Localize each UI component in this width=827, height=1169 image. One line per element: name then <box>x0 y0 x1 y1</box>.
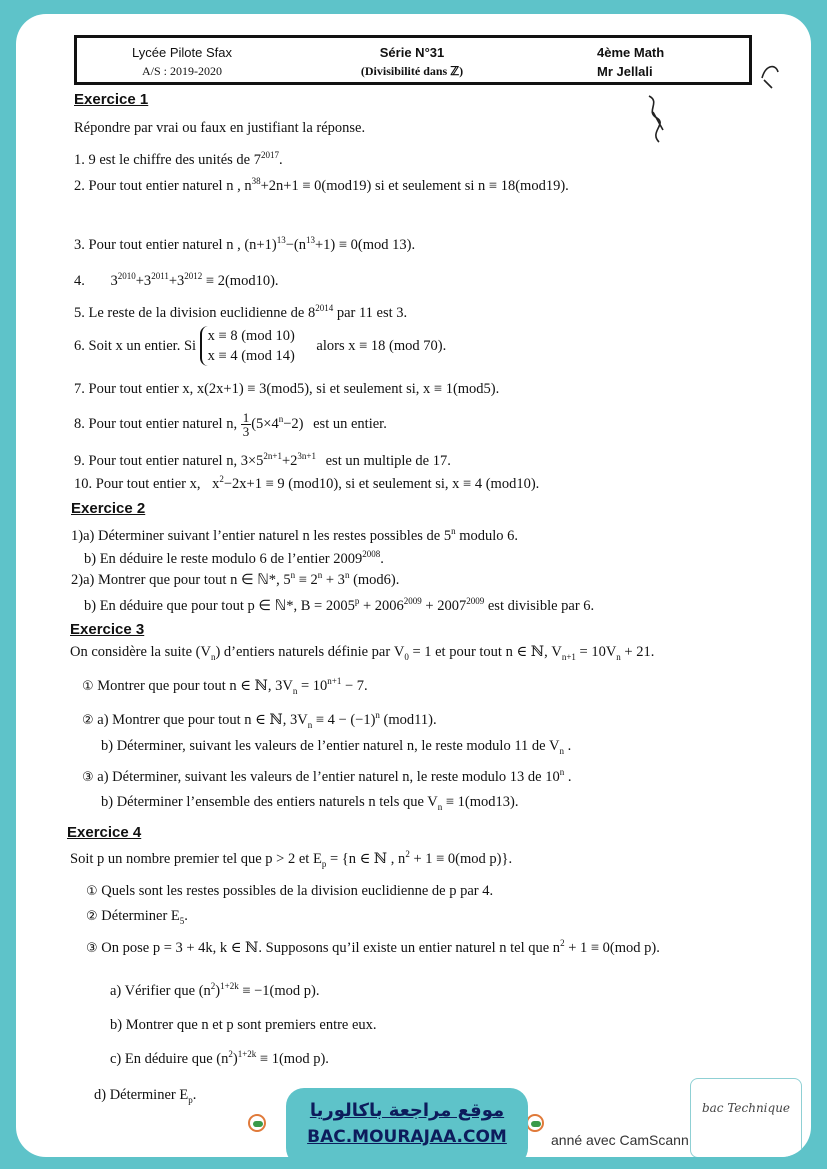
q6-text: 6. Soit x un entier. Si <box>74 338 197 354</box>
ex2-l1-base: 5 <box>443 528 452 544</box>
ex2-l1-exp: n <box>451 526 456 537</box>
ex4-lc: c) En déduire que (n <box>110 1051 229 1067</box>
ex2-l2-text: b) En déduire le reste modulo 6 de l’entier <box>84 551 334 567</box>
q2-cond: si et seulement si <box>374 178 475 194</box>
ex3-rec-b-sub: n <box>616 651 621 662</box>
ex1-question-1 <box>74 151 283 169</box>
ex2-l1-text: 1)a) Déterminer suivant l’entier naturel n les restes possibles de <box>71 528 444 544</box>
site-logo-right-icon <box>526 1114 544 1132</box>
ex4-line-b: b) Montrer que n et p sont premiers entre eux. <box>110 1017 377 1033</box>
q5-exp: 2014 <box>315 303 334 314</box>
ex3-l1-exp: n+1 <box>327 676 342 687</box>
ex4-la: a) Vérifier que (n <box>110 983 211 999</box>
q4-num: 4. <box>74 273 85 289</box>
ex1-question-9 <box>74 452 451 470</box>
q10-end: . <box>535 476 540 492</box>
ex4-ld-sub: p <box>188 1094 193 1105</box>
ex3-intro2: d’entiers naturels définie par <box>223 644 391 660</box>
q10-a: x <box>212 476 220 492</box>
exercise-1-title: Exercice 1 <box>74 91 149 108</box>
header-series-block <box>317 43 507 81</box>
ex2-line-3 <box>71 571 399 589</box>
ex3-rec-a: V <box>551 644 562 660</box>
ex4-line-2 <box>86 907 188 926</box>
q5-base: 8 <box>307 305 316 321</box>
ex3-intro <box>70 643 654 661</box>
ex3-l2-sub: n <box>307 719 313 730</box>
ex3-v0-end: = 1 et pour tout n ∈ ℕ, <box>408 644 548 660</box>
q2-end: . <box>565 178 569 194</box>
ex3-line-4 <box>82 768 572 787</box>
ex1-question-3 <box>74 236 415 254</box>
ex4-line-c <box>110 1050 329 1068</box>
q9-a: 3×5 <box>240 453 264 469</box>
q2-text: 2. Pour tout entier naturel n , <box>74 178 241 194</box>
ex3-line-2 <box>82 711 437 730</box>
q6-then: alors <box>316 338 345 354</box>
ex3-seq <box>196 644 221 660</box>
school-year: A/S : 2019-2020 <box>141 64 222 78</box>
ex1-question-10 <box>74 475 539 493</box>
q6-sys1: x ≡ 8 (mod 10) <box>207 328 295 344</box>
ex4-circle-3: ③ <box>86 941 98 956</box>
q10-aexp: 2 <box>219 474 224 485</box>
q4-rest: ≡ 2(mod10) <box>202 273 275 289</box>
ex3-circle-2: ② <box>82 713 94 728</box>
q8-text: 8. Pour tout entier naturel n, <box>74 416 238 432</box>
ex4-l3: On pose p = 3 + 4k, k ∈ ℕ. Supposons qu’il existe un entier naturel n tel que n <box>97 940 561 956</box>
ex3-l2c: (mod11). <box>379 712 437 728</box>
q8-expr-b: −2) <box>283 416 304 432</box>
ex3-l3-sub: n <box>559 745 564 756</box>
ex3-l1: Montrer que pour tout n ∈ ℕ, 3V <box>93 678 293 694</box>
ex3-rec-c: + 21. <box>620 644 655 660</box>
q9-text: 9. Pour tout entier naturel n, <box>74 453 238 469</box>
ex4-la2: ) <box>215 983 221 999</box>
ex2-l3-a: 5 <box>283 572 291 588</box>
site-banner-arabic: موقع مراجعة باكالوريا <box>309 1100 505 1121</box>
ex3-l3: b) Déterminer, suivant les valeurs de l’entier naturel n, le reste modulo 11 de V <box>101 738 560 754</box>
ex3-v0: V <box>393 644 405 660</box>
handwritten-signature-icon <box>641 92 671 148</box>
site-logo-left-icon <box>248 1114 266 1132</box>
ex2-l4-t2: + 2006 <box>359 598 404 614</box>
q2-expr <box>244 178 371 194</box>
q9-aexp: 2n+1 <box>263 451 282 462</box>
ex3-l4: a) Déterminer, suivant les valeurs de l’entier naturel n, le reste modulo 13 de 10 <box>93 769 560 785</box>
ex3-seq-end: ) <box>215 644 221 660</box>
ex2-l2-base: 2009 <box>333 551 363 567</box>
exercise-3-title: Exercice 3 <box>70 621 145 638</box>
ex4-lc3: ≡ 1(mod p). <box>256 1051 329 1067</box>
header-class-block <box>597 43 727 81</box>
ex3-line-3 <box>101 737 571 755</box>
header-box <box>74 35 752 85</box>
q8-end: est un entier. <box>313 416 387 432</box>
ex4-intro-c: + 1 ≡ 0(mod p)}. <box>409 851 513 867</box>
ex3-l1c: − 7. <box>341 678 368 694</box>
ex3-line-5 <box>101 793 519 811</box>
ex4-l3-end: + 1 ≡ 0(mod p). <box>564 940 660 956</box>
ex4-ld: d) Déterminer E <box>94 1087 189 1103</box>
site-banner[interactable] <box>286 1088 528 1157</box>
ex4-intro-sub: p <box>321 858 327 869</box>
q8-num: 1 <box>242 410 250 426</box>
ex3-circle-1: ① <box>82 679 94 694</box>
ex4-intro <box>70 850 512 868</box>
ex3-l5-end: ≡ 1(mod13). <box>442 794 519 810</box>
ex4-circle-1: ① <box>86 884 98 899</box>
ex2-l3-d: (mod6) <box>349 572 396 588</box>
q4-expr <box>111 273 275 289</box>
ex2-l3-text: 2)a) Montrer que pour tout <box>71 572 231 588</box>
q7-expr: x(2x+1) ≡ 3(mod5) <box>196 381 310 397</box>
ex3-l3-end: . <box>563 738 572 754</box>
ex2-l3-set: n ∈ ℕ* <box>230 572 277 588</box>
q6-sys2: x ≡ 4 (mod 14) <box>207 348 295 364</box>
corner-mark-icon <box>758 58 782 92</box>
ex3-l2: a) Montrer que pour tout n ∈ ℕ, 3V <box>93 712 308 728</box>
q3-c: +1) ≡ 0(mod 13) <box>314 237 412 253</box>
ex2-l4-e1: p <box>354 596 360 607</box>
q2-cond-expr: n ≡ 18(mod19) <box>478 178 566 194</box>
ex4-l3-exp: 2 <box>560 938 565 949</box>
ex2-l4-end: est divisible par 6. <box>484 598 595 614</box>
ex3-circle-3: ③ <box>82 770 94 785</box>
q6-system <box>200 326 295 366</box>
q10-expr <box>212 476 338 492</box>
q5-text: 5. Le reste de la division euclidienne de <box>74 305 308 321</box>
q8-exp: n <box>278 414 284 425</box>
ex3-rec <box>551 644 654 660</box>
q3-a: (n+1) <box>244 237 277 253</box>
q7-text: 7. Pour tout entier x, <box>74 381 194 397</box>
ex2-l1-end: modulo 6. <box>455 528 519 544</box>
ex2-l2-exp: 2008 <box>362 549 381 560</box>
q4-e1: 2010 <box>117 271 136 282</box>
q2-exp: 38 <box>251 176 261 187</box>
ex4-lc2-exp: 1+2k <box>237 1049 257 1060</box>
q3-bexp: 13 <box>305 235 315 246</box>
q2-base: n <box>244 178 252 194</box>
ex3-l5: b) Déterminer l’ensemble des entiers naturels n tels que V <box>101 794 438 810</box>
q1-exp: 2017 <box>260 150 279 161</box>
ex1-question-7 <box>74 380 499 398</box>
ex3-line-1 <box>82 677 368 696</box>
q8-expr <box>251 416 303 432</box>
q9-expr <box>241 453 316 469</box>
ex3-v0-sub: 0 <box>404 651 409 662</box>
q4-e3: 2012 <box>184 271 203 282</box>
document-page <box>16 14 811 1157</box>
ex4-lc2: ) <box>232 1051 238 1067</box>
q8-expr-a: (5×4 <box>251 416 279 432</box>
school-name: Lycée Pilote Sfax <box>132 45 232 60</box>
q9-bexp: 3n+1 <box>297 451 316 462</box>
ex2-l4-set: p ∈ ℕ* <box>247 598 294 614</box>
q10-res: x ≡ 4 (mod10) <box>452 476 536 492</box>
ex3-seq-sub: n <box>210 651 216 662</box>
q2-rest: +2n+1 ≡ 0(mod19) <box>260 178 372 194</box>
ex1-question-6 <box>74 326 446 366</box>
ex3-l2b: ≡ 4 − (−1) <box>312 712 376 728</box>
ex2-l3-aexp: n <box>290 570 296 581</box>
ex2-l3-b: ≡ 2 <box>295 572 318 588</box>
q10-b: −2x+1 ≡ 9 (mod10) <box>223 476 339 492</box>
q4-t1: 3 <box>110 273 118 289</box>
bac-technique-badge <box>690 1078 802 1157</box>
ex2-l3-expr <box>283 572 395 588</box>
ex2-l4-e3: 2009 <box>466 596 485 607</box>
ex2-line-4 <box>84 597 594 615</box>
ex2-l4-text: b) En déduire que pour tout <box>84 598 248 614</box>
ex2-l3-cexp: n <box>344 570 350 581</box>
header-school-block <box>107 43 257 81</box>
q1-base: 7 <box>253 152 261 168</box>
q8-den: 3 <box>242 424 250 440</box>
ex2-l4-sep: , <box>293 598 298 614</box>
ex3-seq-a: (V <box>195 644 211 660</box>
q10-mid: , si et seulement si, <box>338 476 449 492</box>
q3-expr <box>244 237 411 253</box>
ex3-rec-b: = 10V <box>575 644 617 660</box>
ex3-l4-exp: n <box>559 767 565 778</box>
q4-t3: +3 <box>168 273 185 289</box>
ex2-l4-B: B = 2005 <box>300 598 355 614</box>
q9-end: est un multiple de 17. <box>325 453 451 469</box>
ex1-question-2 <box>74 177 569 195</box>
ex2-l3-end: . <box>395 572 400 588</box>
exercise-1-intro: Répondre par vrai ou faux en justifiant la réponse. <box>74 120 366 136</box>
ex4-intro-exp: 2 <box>405 849 410 860</box>
ex3-intro1: On considère la suite <box>70 644 193 660</box>
q3-aexp: 13 <box>276 235 286 246</box>
camscanner-footer: anné avec CamScann <box>551 1132 689 1148</box>
series-topic: (Divisibilité dans ℤ) <box>360 64 464 78</box>
ex3-l4-end: . <box>564 769 572 785</box>
ex1-question-8 <box>74 410 387 438</box>
q5-end: par 11 est 3. <box>333 305 408 321</box>
ex2-l2-end: . <box>380 551 384 567</box>
ex4-ld-end: . <box>192 1087 197 1103</box>
ex3-rec-sub: n+1 <box>561 651 576 662</box>
ex4-line-a <box>110 982 320 1000</box>
ex2-line-2 <box>84 550 384 568</box>
q10-text: 10. Pour tout entier x, <box>74 476 201 492</box>
q7-end: . <box>495 381 500 397</box>
q9-b: +2 <box>281 453 298 469</box>
q3-b: −(n <box>285 237 306 253</box>
ex4-line-d <box>94 1086 196 1104</box>
exercise-4-title: Exercice 4 <box>67 824 142 841</box>
q4-end: . <box>274 273 279 289</box>
q8-fraction <box>241 411 252 438</box>
ex4-circle-2: ② <box>86 909 98 924</box>
q7-mid: , si et seulement si, <box>309 381 420 397</box>
teacher-name: Mr Jellali <box>597 64 653 79</box>
ex1-question-5 <box>74 304 407 322</box>
ex3-l1b: = 10 <box>297 678 328 694</box>
ex3-l1-sub: n <box>292 685 298 696</box>
site-banner-url[interactable]: BAC.MOURAJAA.COM <box>307 1127 507 1147</box>
series-number: Série N°31 <box>379 45 445 60</box>
ex1-question-4 <box>74 272 279 290</box>
ex4-intro-b: = {n ∈ ℕ , n <box>326 851 406 867</box>
q6-res: x ≡ 18 (mod 70) <box>348 338 443 354</box>
ex4-l2-end: . <box>184 908 188 924</box>
ex3-l5-sub: n <box>437 801 443 812</box>
ex4-l2: Déterminer E <box>97 908 180 924</box>
ex2-l4-t3: + 2007 <box>421 598 467 614</box>
ex4-la-exp: 2 <box>210 981 216 992</box>
ex2-l4-e2: 2009 <box>403 596 422 607</box>
ex4-line-3 <box>86 939 660 958</box>
ex4-la3: ≡ −1(mod p). <box>238 983 320 999</box>
ex3-l2-exp: n <box>375 710 380 721</box>
ex4-l1: Quels sont les restes possibles de la division euclidienne de p par 4. <box>97 883 494 899</box>
ex2-l4-expr <box>301 598 484 614</box>
ex4-l2-sub: 5 <box>179 915 185 926</box>
ex4-intro-a: Soit p un nombre premier tel que p > 2 et E <box>70 851 322 867</box>
q3-end: . <box>411 237 416 253</box>
q6-end: . <box>442 338 447 354</box>
q3-text: 3. Pour tout entier naturel n , <box>74 237 241 253</box>
ex2-l3-bexp: n <box>317 570 323 581</box>
q7-res: x ≡ 1(mod5) <box>423 381 496 397</box>
exercise-2-title: Exercice 2 <box>71 500 146 517</box>
q4-t2: +3 <box>135 273 152 289</box>
ex4-line-1 <box>86 882 493 901</box>
ex2-l3-c: + 3 <box>322 572 345 588</box>
ex2-line-1 <box>71 527 518 545</box>
q1-end: . <box>278 152 283 168</box>
q4-e2: 2011 <box>151 271 169 282</box>
ex2-l3-sep: , <box>276 572 280 588</box>
ex4-la2-exp: 1+2k <box>220 981 239 992</box>
bac-technique-label: bac Technique <box>701 1101 791 1115</box>
q1-text: 1. 9 est le chiffre des unités de <box>74 152 254 168</box>
ex4-lc-exp: 2 <box>228 1049 233 1060</box>
class-level: 4ème Math <box>597 45 665 60</box>
